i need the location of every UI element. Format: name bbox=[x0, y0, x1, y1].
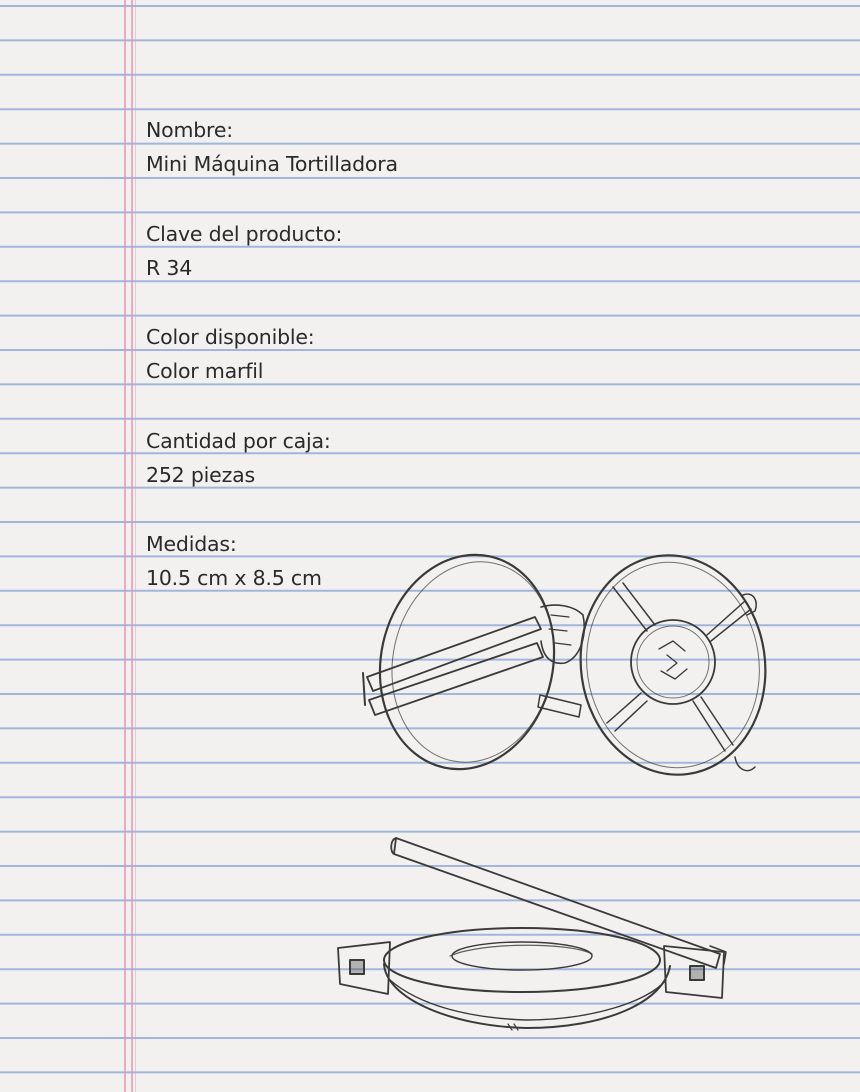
quantity-value: 252 piezas bbox=[146, 462, 255, 487]
size-value: 10.5 cm x 8.5 cm bbox=[146, 566, 322, 590]
color-value: Color marfil bbox=[146, 359, 264, 383]
quantity-label: Cantidad por caja: bbox=[146, 428, 331, 453]
quantity-field bbox=[146, 423, 746, 527]
name-label: Nombre: bbox=[146, 118, 233, 142]
size-label: Medidas: bbox=[146, 532, 237, 556]
code-field bbox=[146, 216, 746, 320]
color-label: Color disponible: bbox=[146, 325, 315, 349]
tortilla-press-closed-sketch-icon bbox=[330, 830, 735, 1035]
margin-line bbox=[124, 0, 126, 1092]
tortilla-press-open-sketch-icon bbox=[355, 545, 775, 780]
code-label: Clave del producto: bbox=[146, 221, 343, 246]
margin-line bbox=[135, 0, 136, 1092]
code-value: R 34 bbox=[146, 255, 193, 280]
name-field bbox=[146, 112, 746, 216]
color-field bbox=[146, 319, 746, 423]
margin-line bbox=[131, 0, 133, 1092]
name-value: Mini Máquina Tortilladora bbox=[146, 152, 398, 176]
